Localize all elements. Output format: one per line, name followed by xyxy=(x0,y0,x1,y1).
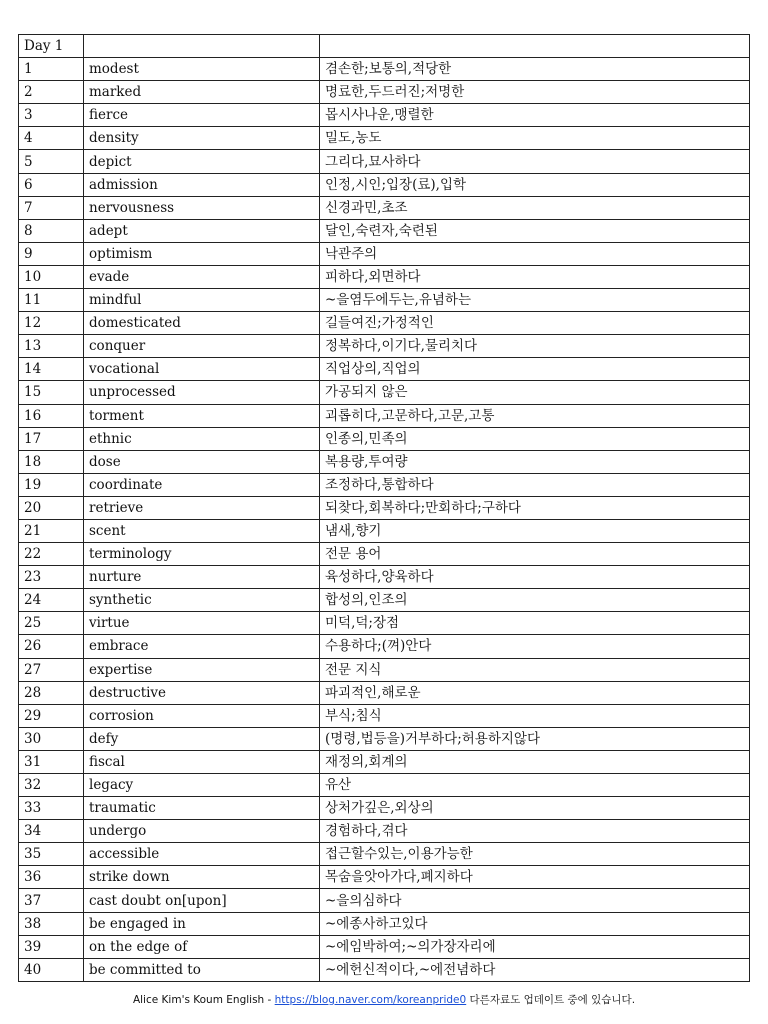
row-number: 31 xyxy=(19,750,84,773)
table-row xyxy=(19,589,750,612)
table-row xyxy=(19,58,750,81)
korean-meaning: 전문 용어 xyxy=(320,543,750,566)
english-word: on the edge of xyxy=(84,935,320,958)
row-number: 15 xyxy=(19,381,84,404)
row-number: 9 xyxy=(19,242,84,265)
korean-meaning: ~에헌신적이다,~에전념하다 xyxy=(320,958,750,981)
row-number: 35 xyxy=(19,843,84,866)
table-row xyxy=(19,866,750,889)
english-word: unprocessed xyxy=(84,381,320,404)
day-label: Day 1 xyxy=(19,35,84,58)
english-word: defy xyxy=(84,727,320,750)
english-word: evade xyxy=(84,265,320,288)
row-number: 13 xyxy=(19,335,84,358)
table-row xyxy=(19,704,750,727)
table-row xyxy=(19,750,750,773)
table-row xyxy=(19,335,750,358)
row-number: 26 xyxy=(19,635,84,658)
footer-update-note: 다른자료도 업데이트 중에 있습니다. xyxy=(466,994,636,1006)
korean-meaning: 수용하다;(껴)안다 xyxy=(320,635,750,658)
vocabulary-table-body xyxy=(19,35,750,982)
english-word: cast doubt on[upon] xyxy=(84,889,320,912)
english-word: corrosion xyxy=(84,704,320,727)
table-row xyxy=(19,727,750,750)
row-number: 12 xyxy=(19,312,84,335)
header-meaning-cell xyxy=(320,35,750,58)
korean-meaning: 정복하다,이기다,물리치다 xyxy=(320,335,750,358)
korean-meaning: 유산 xyxy=(320,774,750,797)
korean-meaning: 달인,숙련자,숙련된 xyxy=(320,219,750,242)
row-number: 5 xyxy=(19,150,84,173)
english-word: traumatic xyxy=(84,797,320,820)
row-number: 4 xyxy=(19,127,84,150)
table-row xyxy=(19,404,750,427)
english-word: mindful xyxy=(84,289,320,312)
korean-meaning: 접근할수있는,이용가능한 xyxy=(320,843,750,866)
row-number: 16 xyxy=(19,404,84,427)
table-row xyxy=(19,196,750,219)
table-row xyxy=(19,219,750,242)
english-word: fiscal xyxy=(84,750,320,773)
row-number: 30 xyxy=(19,727,84,750)
row-number: 3 xyxy=(19,104,84,127)
table-row xyxy=(19,635,750,658)
english-word: nurture xyxy=(84,566,320,589)
korean-meaning: 미덕,덕;장점 xyxy=(320,612,750,635)
row-number: 38 xyxy=(19,912,84,935)
english-word: strike down xyxy=(84,866,320,889)
korean-meaning: 경험하다,겪다 xyxy=(320,820,750,843)
korean-meaning: 파괴적인,해로운 xyxy=(320,681,750,704)
row-number: 36 xyxy=(19,866,84,889)
row-number: 40 xyxy=(19,958,84,981)
english-word: dose xyxy=(84,450,320,473)
english-word: be engaged in xyxy=(84,912,320,935)
header-row xyxy=(19,35,750,58)
table-row xyxy=(19,774,750,797)
table-row xyxy=(19,104,750,127)
korean-meaning: 신경과민,초조 xyxy=(320,196,750,219)
table-row xyxy=(19,820,750,843)
korean-meaning: 직업상의,직업의 xyxy=(320,358,750,381)
table-row xyxy=(19,658,750,681)
row-number: 1 xyxy=(19,58,84,81)
english-word: synthetic xyxy=(84,589,320,612)
korean-meaning: 그리다,묘사하다 xyxy=(320,150,750,173)
table-row xyxy=(19,427,750,450)
english-word: accessible xyxy=(84,843,320,866)
table-row xyxy=(19,173,750,196)
english-word: embrace xyxy=(84,635,320,658)
table-row xyxy=(19,958,750,981)
table-row xyxy=(19,473,750,496)
english-word: terminology xyxy=(84,543,320,566)
korean-meaning: 피하다,외면하다 xyxy=(320,265,750,288)
row-number: 29 xyxy=(19,704,84,727)
table-row xyxy=(19,358,750,381)
header-word-cell xyxy=(84,35,320,58)
korean-meaning: 되찾다,회복하다;만회하다;구하다 xyxy=(320,496,750,519)
english-word: modest xyxy=(84,58,320,81)
footer xyxy=(0,992,768,1007)
row-number: 7 xyxy=(19,196,84,219)
row-number: 33 xyxy=(19,797,84,820)
english-word: torment xyxy=(84,404,320,427)
english-word: optimism xyxy=(84,242,320,265)
korean-meaning: 상처가깊은,외상의 xyxy=(320,797,750,820)
korean-meaning: (명령,법등을)거부하다;허용하지않다 xyxy=(320,727,750,750)
korean-meaning: ~을의심하다 xyxy=(320,889,750,912)
row-number: 14 xyxy=(19,358,84,381)
row-number: 8 xyxy=(19,219,84,242)
korean-meaning: ~을염두에두는,유념하는 xyxy=(320,289,750,312)
row-number: 11 xyxy=(19,289,84,312)
korean-meaning: ~에종사하고있다 xyxy=(320,912,750,935)
row-number: 20 xyxy=(19,496,84,519)
table-row xyxy=(19,381,750,404)
korean-meaning: ~에임박하여;~의가장자리에 xyxy=(320,935,750,958)
table-row xyxy=(19,519,750,542)
row-number: 6 xyxy=(19,173,84,196)
english-word: admission xyxy=(84,173,320,196)
korean-meaning: 전문 지식 xyxy=(320,658,750,681)
table-row xyxy=(19,889,750,912)
korean-meaning: 밀도,농도 xyxy=(320,127,750,150)
footer-author-text: Alice Kim's Koum English - xyxy=(132,994,275,1006)
table-row xyxy=(19,935,750,958)
table-row xyxy=(19,450,750,473)
table-row xyxy=(19,543,750,566)
korean-meaning: 인종의,민족의 xyxy=(320,427,750,450)
korean-meaning: 몹시사나운,맹렬한 xyxy=(320,104,750,127)
table-row xyxy=(19,265,750,288)
row-number: 2 xyxy=(19,81,84,104)
vocabulary-table xyxy=(18,34,750,982)
blog-link[interactable]: https://blog.naver.com/koreanpride0 xyxy=(274,994,467,1006)
korean-meaning: 겸손한;보통의,적당한 xyxy=(320,58,750,81)
table-row xyxy=(19,612,750,635)
english-word: adept xyxy=(84,219,320,242)
korean-meaning: 가공되지 않은 xyxy=(320,381,750,404)
korean-meaning: 합성의,인조의 xyxy=(320,589,750,612)
english-word: ethnic xyxy=(84,427,320,450)
korean-meaning: 목숨을앗아가다,폐지하다 xyxy=(320,866,750,889)
korean-meaning: 괴롭히다,고문하다,고문,고통 xyxy=(320,404,750,427)
row-number: 19 xyxy=(19,473,84,496)
table-row xyxy=(19,127,750,150)
english-word: fierce xyxy=(84,104,320,127)
table-row xyxy=(19,81,750,104)
table-row xyxy=(19,496,750,519)
table-row xyxy=(19,566,750,589)
korean-meaning: 길들여진;가정적인 xyxy=(320,312,750,335)
korean-meaning: 복용량,투여량 xyxy=(320,450,750,473)
english-word: density xyxy=(84,127,320,150)
row-number: 22 xyxy=(19,543,84,566)
row-number: 25 xyxy=(19,612,84,635)
korean-meaning: 재정의,회계의 xyxy=(320,750,750,773)
table-row xyxy=(19,242,750,265)
row-number: 24 xyxy=(19,589,84,612)
table-row xyxy=(19,797,750,820)
table-row xyxy=(19,843,750,866)
english-word: legacy xyxy=(84,774,320,797)
english-word: retrieve xyxy=(84,496,320,519)
row-number: 37 xyxy=(19,889,84,912)
english-word: domesticated xyxy=(84,312,320,335)
english-word: conquer xyxy=(84,335,320,358)
english-word: undergo xyxy=(84,820,320,843)
english-word: virtue xyxy=(84,612,320,635)
table-row xyxy=(19,289,750,312)
english-word: be committed to xyxy=(84,958,320,981)
korean-meaning: 조정하다,통합하다 xyxy=(320,473,750,496)
korean-meaning: 낙관주의 xyxy=(320,242,750,265)
row-number: 27 xyxy=(19,658,84,681)
row-number: 18 xyxy=(19,450,84,473)
english-word: vocational xyxy=(84,358,320,381)
row-number: 32 xyxy=(19,774,84,797)
table-row xyxy=(19,681,750,704)
table-row xyxy=(19,312,750,335)
korean-meaning: 육성하다,양육하다 xyxy=(320,566,750,589)
row-number: 17 xyxy=(19,427,84,450)
english-word: nervousness xyxy=(84,196,320,219)
korean-meaning: 부식;침식 xyxy=(320,704,750,727)
row-number: 23 xyxy=(19,566,84,589)
row-number: 21 xyxy=(19,519,84,542)
korean-meaning: 명료한,두드러진;저명한 xyxy=(320,81,750,104)
row-number: 10 xyxy=(19,265,84,288)
english-word: destructive xyxy=(84,681,320,704)
korean-meaning: 인정,시인;입장(료),입학 xyxy=(320,173,750,196)
table-row xyxy=(19,912,750,935)
korean-meaning: 냄새,향기 xyxy=(320,519,750,542)
english-word: marked xyxy=(84,81,320,104)
row-number: 39 xyxy=(19,935,84,958)
table-row xyxy=(19,150,750,173)
english-word: coordinate xyxy=(84,473,320,496)
english-word: depict xyxy=(84,150,320,173)
row-number: 28 xyxy=(19,681,84,704)
english-word: scent xyxy=(84,519,320,542)
row-number: 34 xyxy=(19,820,84,843)
english-word: expertise xyxy=(84,658,320,681)
